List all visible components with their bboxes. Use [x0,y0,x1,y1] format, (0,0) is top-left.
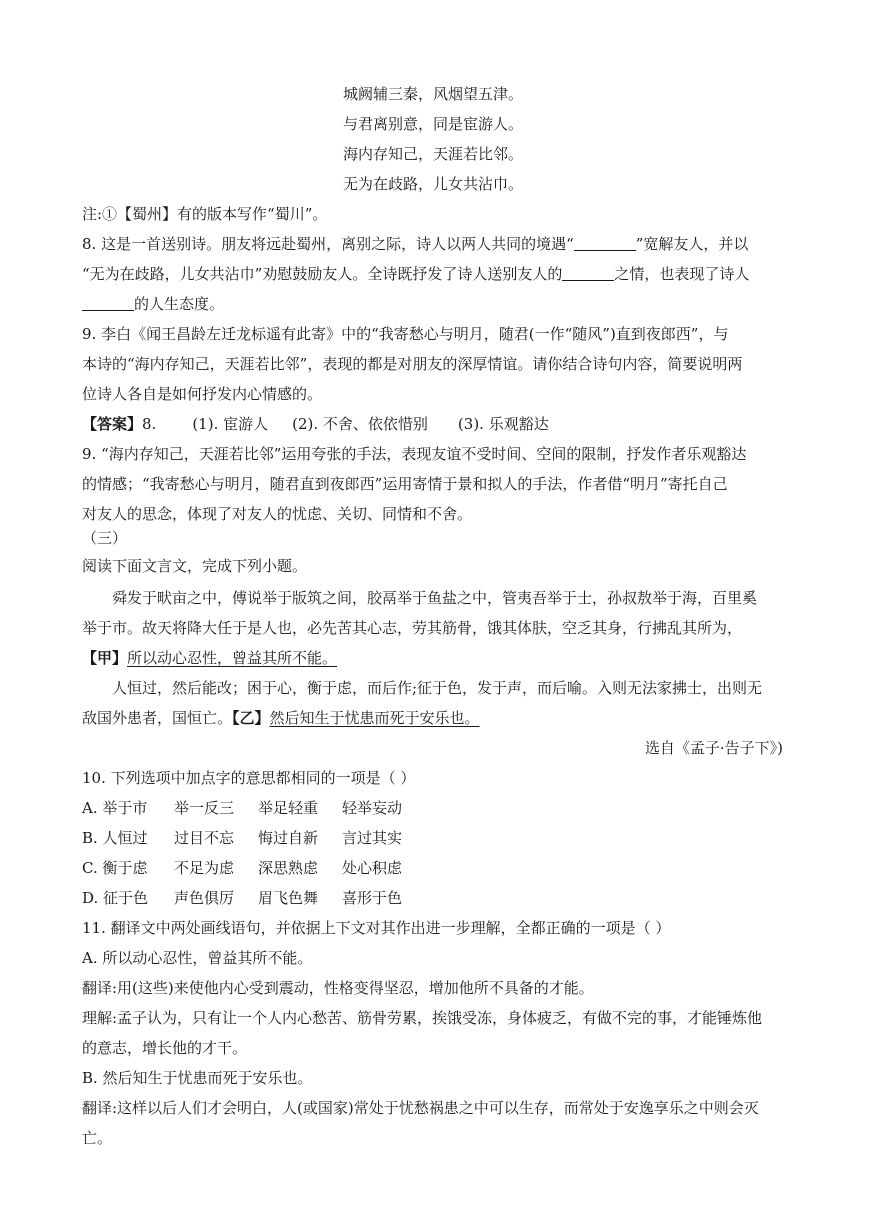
option-cell: 声色俱厉 [174,889,235,907]
underlined-sentence-jia: 所以动心忍性，曾益其所不能。 [127,649,338,667]
passage-line: 人恒过，然后能改；困于心，衡于虑，而后作;征于色，发于声，而后喻。入则无法家拂士，出则无 [112,679,763,697]
poem-line: 无为在歧路，儿女共沾巾。 [343,175,524,193]
poem-note: 注:①【蜀州】有的版本写作“蜀川”。 [82,205,328,223]
poem-line: 与君离别意，同是宦游人。 [343,115,524,133]
option-c[interactable] [82,853,787,883]
question-9-line: 9. 李白《闻王昌龄左迁龙标遥有此寄》中的“我寄愁心与明月，随君(一作“随风”)直到夜郎西”，与 [82,325,729,343]
option-b[interactable] [82,823,787,853]
option-cell: A. 举于市 [82,799,148,817]
option-cell: 喜形于色 [342,889,403,907]
answer-9-line: 的情感；“我寄愁心与明月，随君直到夜郎西”运用寄情于景和拟人的手法，作者借“明月”寄托自己 [82,475,728,493]
understanding-text: 理解:孟子认为，只有让一个人内心愁苦、筋骨劳累，挨饿受冻，身体疲乏，有做不完的事，才能锤炼他 [82,1009,763,1027]
understanding-text: 的意志，增长他的才干。 [82,1039,248,1057]
option-cell: 过目不忘 [174,829,235,847]
question-9-line: 本诗的“海内存知己，天涯若比邻”，表现的都是对朋友的深厚情谊。请你结合诗句内容，简要说明两 [82,355,743,373]
poem-line: 海内存知己，天涯若比邻。 [343,145,524,163]
answer-9-line: 9. “海内存知己，天涯若比邻”运用夸张的手法，表现友谊不受时间、空间的限制，抒发作者乐观豁达 [82,445,747,463]
option-cell: 深思熟虑 [258,859,319,877]
passage-line [82,643,787,673]
answer-item: (1). 宦游人 [192,415,269,433]
question-8-text: 之情，也表现了诗人 [614,265,750,283]
translation-text: 翻译:这样以后人们才会明白，人(或国家)常处于忧愁祸患之中可以生存，而常处于安逸享乐之中则会灭 [82,1099,759,1117]
option-cell: D. 征于色 [82,889,149,907]
question-10-stem: 10. 下列选项中加点字的意思都相同的一项是（ ） [82,769,416,787]
passage-line [82,703,787,733]
question-11-stem: 11. 翻译文中两处画线语句，并依据上下文对其作出进一步理解，全都正确的一项是（ ） [82,919,671,937]
marker-yi: 【乙】 [232,709,270,727]
passage-line: 举于市。故天将降大任于是人也，必先苦其心志，劳其筋骨，饿其体肤，空乏其身，行拂乱其所为， [82,619,743,637]
option-cell: 言过其实 [342,829,403,847]
answer-blank[interactable] [82,294,134,311]
question-8-text: 8. 这是一首送别诗。朋友将远赴蜀州，离别之际，诗人以两人共同的境遇“ [82,235,574,253]
question-8-text: ”宽解友人，并以 [635,235,749,253]
answer-item: (2). 不舍、依依惜别 [292,415,428,433]
passage-line: 舜发于畎亩之中，傅说举于版筑之间，胶鬲举于鱼盐之中，管夷吾举于士，孙叔敖举于海，百里奚 [112,589,758,607]
passage-source: 选自《孟子·告子下》) [644,739,783,757]
option-cell: 不足为虑 [174,859,235,877]
option-d[interactable] [82,883,787,913]
poem-line: 城阙辅三秦，风烟望五津。 [343,85,524,103]
question-8-text: 的人生态度。 [134,295,225,313]
option-cell: 轻举妄动 [342,799,403,817]
question-9-line: 位诗人各自是如何抒发内心情感的。 [82,385,323,403]
section-heading: （三） [82,529,128,547]
option-cell: 举足轻重 [258,799,319,817]
reading-instruction: 阅读下面文言文，完成下列小题。 [82,557,308,575]
underlined-sentence-yi: 然后知生于忧患而死于安乐也。 [269,709,480,727]
translation-text: 亡。 [82,1129,113,1147]
option-cell: C. 衡于虑 [82,859,148,877]
marker-jia: 【甲】 [82,649,128,667]
option-cell: 悔过自新 [258,829,319,847]
question-8-line [82,289,787,319]
answer-9-line: 对友人的思念，体现了对友人的忧虑、关切、同情和不舍。 [82,505,473,523]
answer-line [82,409,787,439]
option-a[interactable] [82,793,787,823]
option-a[interactable]: A. 所以动心忍性，曾益其所不能。 [82,949,313,967]
option-cell: 举一反三 [174,799,235,817]
question-8-line [82,259,787,289]
option-b[interactable]: B. 然后知生于忧患而死于安乐也。 [82,1069,313,1087]
answer-item: (3). 乐观豁达 [457,415,549,433]
translation-text: 翻译:用(这些)来使他内心受到震动，性格变得坚忍，增加他所不具备的才能。 [82,979,594,997]
answer-blank[interactable] [574,234,636,251]
option-cell: B. 人恒过 [82,829,148,847]
question-8-line [82,229,787,259]
answer-number: 8. [142,415,157,433]
option-cell: 处心积虑 [342,859,403,877]
answer-label: 【答案】 [82,415,143,433]
passage-text: 敌国外患者，国恒亡。 [82,709,233,727]
option-cell: 眉飞色舞 [258,889,319,907]
question-8-text: “无为在歧路，儿女共沾巾”劝慰鼓励友人。全诗既抒发了诗人送别友人的 [82,265,563,283]
answer-blank[interactable] [562,264,614,281]
